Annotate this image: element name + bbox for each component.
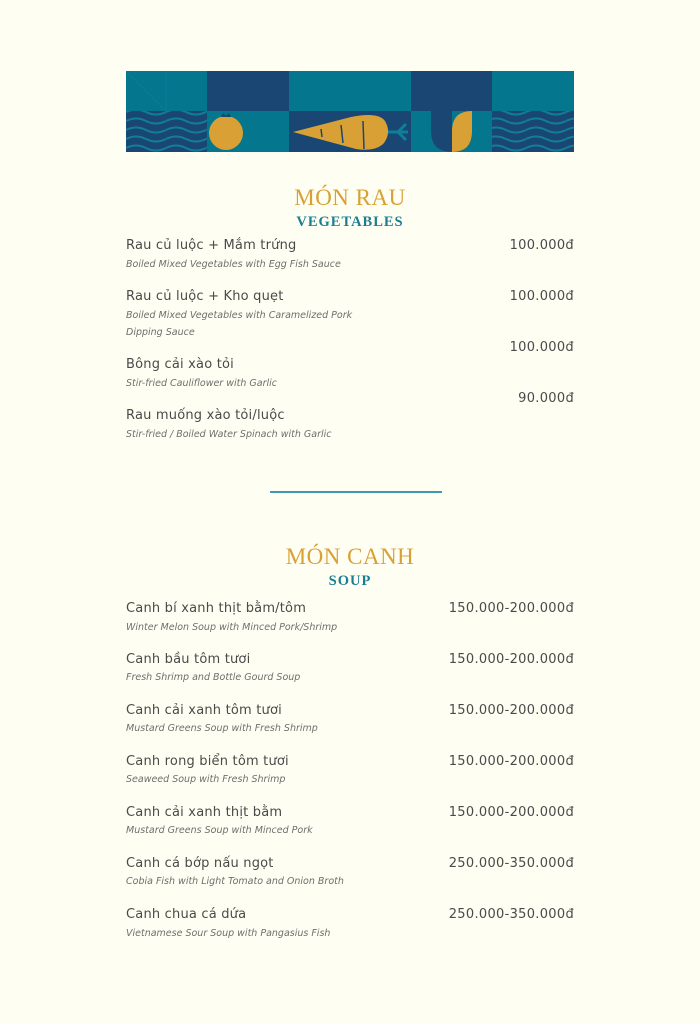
item-description: Seaweed Soup with Fresh Shrimp	[126, 774, 286, 785]
item-name: Rau củ luộc + Mắm trứng	[126, 238, 297, 253]
item-price: 100.000đ	[509, 238, 574, 253]
item-description: Fresh Shrimp and Bottle Gourd Soup	[126, 672, 301, 683]
section-title-vegetables: MÓN RAU	[294, 185, 406, 210]
item-name: Canh cải xanh thịt bằm	[126, 805, 283, 820]
section-subtitle-soup: SOUP	[328, 573, 372, 589]
item-price: 150.000-200.000đ	[448, 805, 574, 820]
item-description: Vietnamese Sour Soup with Pangasius Fish	[126, 928, 331, 939]
item-description: Cobia Fish with Light Tomato and Onion Broth	[126, 876, 344, 887]
item-name: Rau muống xào tỏi/luộc	[126, 408, 285, 423]
item-price: 90.000đ	[518, 391, 574, 406]
item-name: Canh bầu tôm tươi	[126, 652, 251, 667]
item-price: 250.000-350.000đ	[448, 907, 574, 922]
item-name: Rau củ luộc + Kho quẹt	[126, 289, 284, 304]
item-name: Canh cải xanh tôm tươi	[126, 703, 282, 718]
item-description: Boiled Mixed Vegetables with Egg Fish Sauce	[126, 259, 341, 270]
item-price: 150.000-200.000đ	[448, 652, 574, 667]
item-description: Stir-fried / Boiled Water Spinach with Garlic	[126, 429, 332, 440]
item-name: Canh chua cá dứa	[126, 907, 247, 922]
waves-left-icon	[126, 111, 207, 152]
item-description: Winter Melon Soup with Minced Pork/Shrimp	[126, 622, 338, 633]
item-price: 100.000đ	[509, 289, 574, 304]
item-description: Mustard Greens Soup with Minced Pork	[126, 825, 313, 836]
item-price: 100.000đ	[509, 340, 574, 355]
item-price: 150.000-200.000đ	[448, 754, 574, 769]
item-name: Canh rong biển tôm tươi	[126, 754, 289, 769]
item-price: 150.000-200.000đ	[448, 703, 574, 718]
item-name: Bông cải xào tỏi	[126, 357, 234, 372]
decorative-banner	[126, 71, 574, 152]
orange-fruit-icon	[207, 111, 289, 152]
section-subtitle-vegetables: VEGETABLES	[296, 214, 404, 230]
waves-right-icon	[492, 111, 574, 152]
leaf-bud-icon	[411, 111, 492, 152]
item-price: 150.000-200.000đ	[448, 601, 574, 616]
section-divider	[270, 491, 442, 493]
item-price: 250.000-350.000đ	[448, 856, 574, 871]
carrot-icon	[289, 111, 411, 152]
item-description: Mustard Greens Soup with Fresh Shrimp	[126, 723, 318, 734]
item-description: Stir-fried Cauliflower with Garlic	[126, 378, 278, 389]
item-name: Canh cá bớp nấu ngọt	[126, 856, 274, 871]
item-description: Boiled Mixed Vegetables with Caramelized Pork Dipping Sauce	[126, 310, 353, 338]
item-name: Canh bí xanh thịt bằm/tôm	[126, 601, 307, 616]
section-title-soup: MÓN CANH	[285, 544, 415, 569]
